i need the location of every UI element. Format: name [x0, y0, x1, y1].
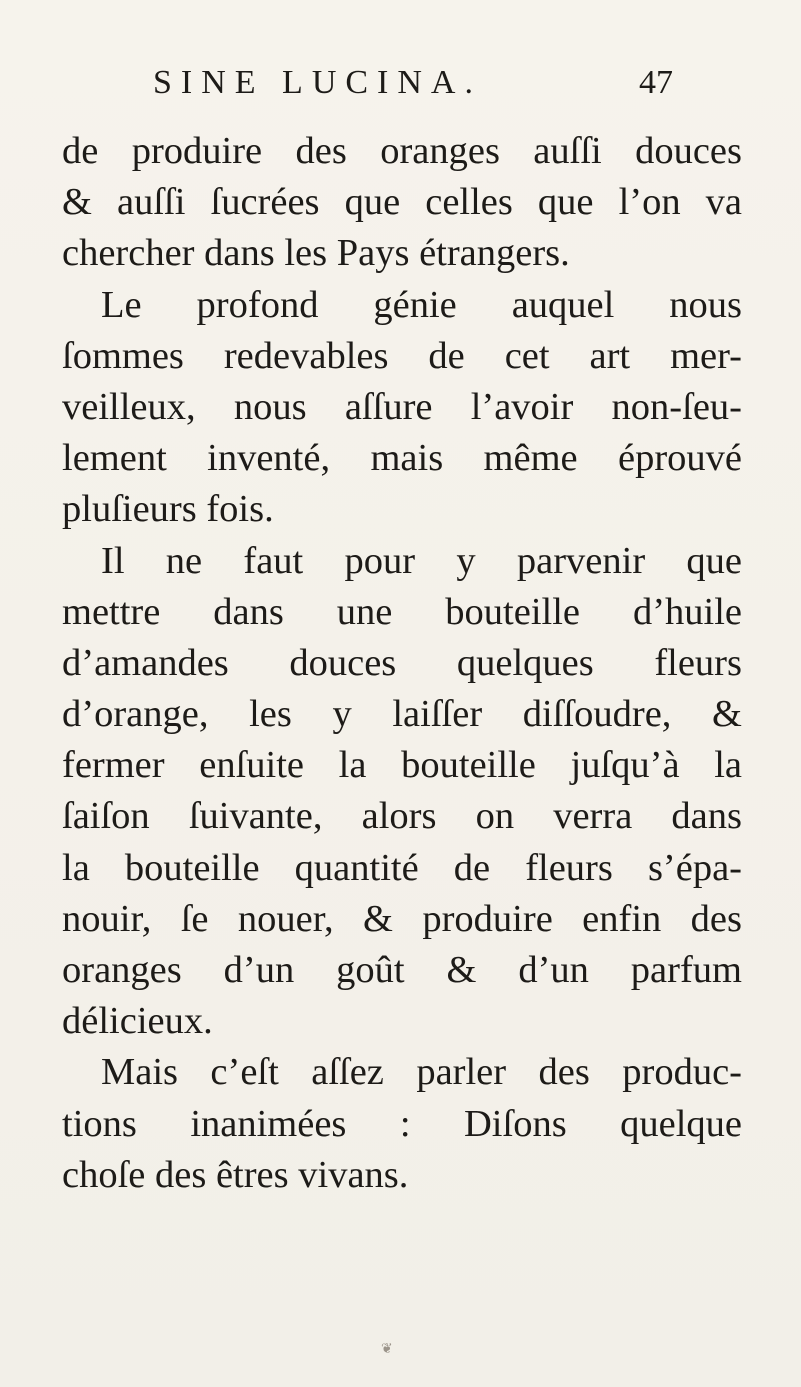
text-line: ſaiſon ſuivante, alors on verra dans	[62, 795, 742, 838]
running-title: SINE LUCINA.	[153, 64, 482, 101]
text-line: veilleux, nous aſſure l’avoir non-ſeu-	[62, 385, 742, 428]
text-line: chercher dans les Pays étrangers.	[62, 232, 570, 275]
text-line: Mais c’eſt aſſez parler des produc-	[101, 1051, 742, 1094]
running-head	[153, 66, 683, 118]
text-line: Il ne faut pour y parvenir que	[101, 539, 742, 582]
body-text	[62, 126, 742, 1201]
page-number: 47	[639, 64, 673, 101]
text-line: pluſieurs fois.	[62, 488, 274, 531]
text-line: d’orange, les y laiſſer diſſoudre, &	[62, 693, 742, 736]
text-line: d’amandes douces quelques fleurs	[62, 641, 742, 684]
text-line: de produire des oranges auſſi douces	[62, 130, 742, 172]
text-line: ſommes redevables de cet art mer-	[62, 334, 742, 377]
text-line: fermer enſuite la bouteille juſqu’à la	[62, 744, 742, 787]
text-line: Le profond génie auquel nous	[101, 283, 742, 326]
text-line: mettre dans une bouteille d’huile	[62, 590, 742, 633]
text-line: la bouteille quantité de fleurs s’épa-	[62, 846, 742, 889]
text-line: oranges d’un goût & d’un parfum	[62, 949, 742, 991]
text-line: lement inventé, mais même éprouvé	[62, 437, 742, 480]
text-line: nouir, ſe nouer, & produire enfin des	[62, 897, 742, 940]
text-line: choſe des êtres vivans.	[62, 1153, 409, 1196]
text-line: tions inanimées : Diſons quelque	[62, 1102, 742, 1145]
text-line: délicieux.	[62, 1000, 213, 1043]
text-line: & auſſi ſucrées que celles que l’on va	[62, 181, 742, 224]
printer-mark: ❦	[381, 1341, 393, 1357]
